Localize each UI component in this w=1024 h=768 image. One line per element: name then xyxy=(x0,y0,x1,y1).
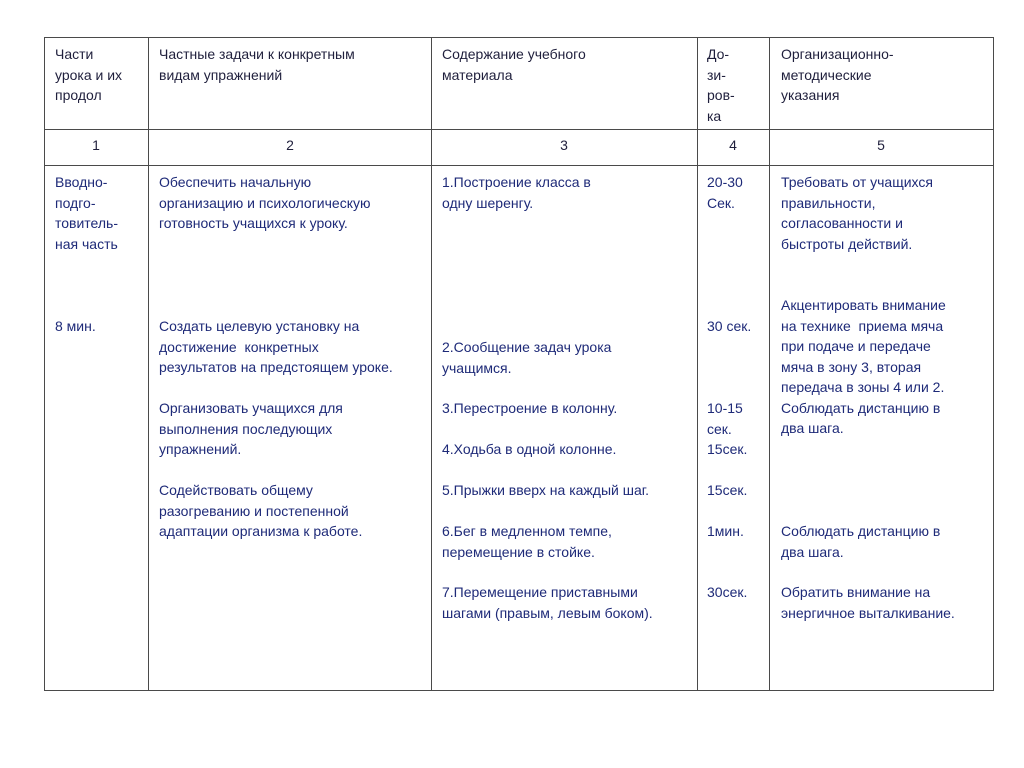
dosage-value: 30 сек. xyxy=(707,318,752,334)
column-number-3: 3 xyxy=(560,137,568,153)
task-text: Создать целевую установку на достижение конкретных результатов на предстоящем уроке. xyxy=(159,318,393,375)
task-text: Содействовать общему разогреванию и постепенной адаптации организма к работе. xyxy=(159,482,363,539)
dosage-value: 20-30 Сек. xyxy=(707,174,743,211)
guideline-note: Соблюдать дистанцию в два шага. xyxy=(781,523,941,560)
content-item: 5.Прыжки вверх на каждый шаг. xyxy=(442,482,650,498)
column-number-2: 2 xyxy=(286,137,294,153)
column-divider-1 xyxy=(148,37,149,691)
task-text: Обеспечить начальную организацию и психологическую готовность учащихся к уроку. xyxy=(159,174,371,231)
numbers-divider xyxy=(44,165,994,166)
column-divider-3 xyxy=(697,37,698,691)
header-dosage: До- зи- ров- ка xyxy=(707,46,735,124)
column-divider-2 xyxy=(431,37,432,691)
guideline-note: Требовать от учащихся правильности, согласованности и быстроты действий. xyxy=(781,174,933,252)
dosage-value: 15сек. xyxy=(707,482,748,498)
column-number-4: 4 xyxy=(729,137,737,153)
header-tasks: Частные задачи к конкретным видам упражнений xyxy=(159,46,355,83)
content-item: 4.Ходьба в одной колонне. xyxy=(442,441,617,457)
guideline-note: Акцентировать внимание на технике приема мяча при подаче и передаче мяча в зону 3, вторая передача в зоны 4 или 2. Соблюдать дистанцию в два шага. xyxy=(781,297,946,436)
dosage-value: 30сек. xyxy=(707,584,748,600)
column-number-1: 1 xyxy=(92,137,100,153)
header-divider xyxy=(44,129,994,130)
header-content: Содержание учебного материала xyxy=(442,46,586,83)
content-item: 1.Построение класса в одну шеренгу. xyxy=(442,174,591,211)
header-lesson-parts: Части урока и их продол xyxy=(55,46,123,103)
guideline-note: Обратить внимание на энергичное выталкивание. xyxy=(781,584,955,621)
column-number-5: 5 xyxy=(877,137,885,153)
lesson-part-time: 8 мин. xyxy=(55,318,96,334)
table-border-bottom xyxy=(44,690,994,691)
table-border-top xyxy=(44,37,994,38)
dosage-value: 1мин. xyxy=(707,523,744,539)
content-item: 3.Перестроение в колонну. xyxy=(442,400,618,416)
table-border-right xyxy=(993,37,994,691)
content-item: 7.Перемещение приставными шагами (правым, левым боком). xyxy=(442,584,653,621)
column-divider-4 xyxy=(769,37,770,691)
dosage-value: 15сек. xyxy=(707,441,748,457)
dosage-value: 10-15 сек. xyxy=(707,400,743,437)
table-border-left xyxy=(44,37,45,691)
content-item: 2.Сообщение задач урока учащимся. xyxy=(442,339,612,376)
task-text: Организовать учащихся для выполнения последующих упражнений. xyxy=(159,400,343,457)
header-guidelines: Организационно- методические указания xyxy=(781,46,894,103)
content-item: 6.Бег в медленном темпе, перемещение в стойке. xyxy=(442,523,612,560)
lesson-part-name: Вводно- подго- товитель- ная часть xyxy=(55,174,118,252)
